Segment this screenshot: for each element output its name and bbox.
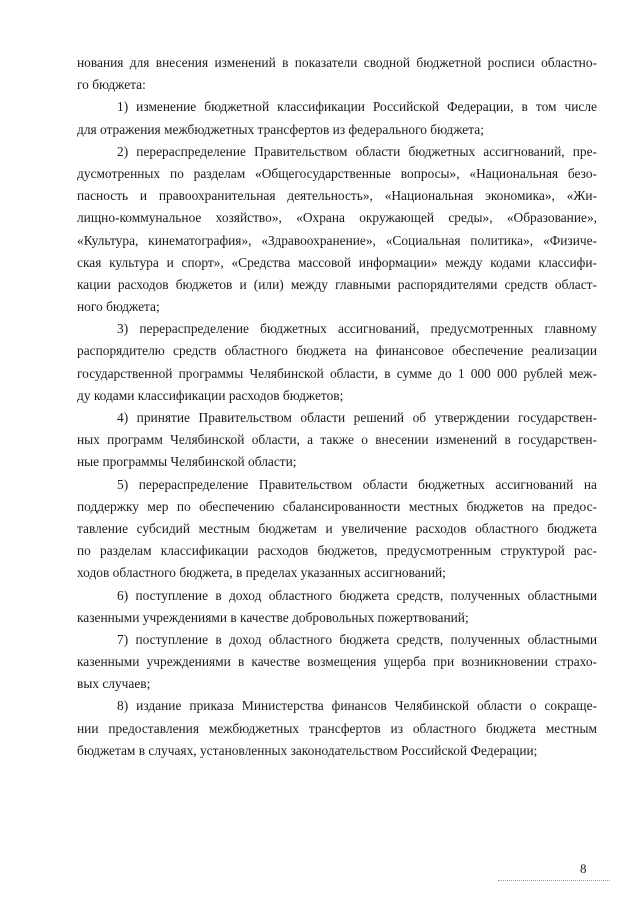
page-number: 8: [580, 861, 587, 876]
text-line: ного бюджета;: [77, 299, 160, 315]
text-line: казенными учреждениями в качестве добровольных пожертвований;: [77, 609, 469, 625]
body-text: [77, 52, 597, 762]
text-line: нии предоставления межбюджетных трансфертов из областного бюджета местным: [77, 720, 597, 736]
text-line: го бюджета:: [77, 77, 146, 93]
text-line: 3) перераспределение бюджетных ассигнований, предусмотренных главному: [117, 321, 597, 337]
text-line: 4) принятие Правительством области решений об утверждении государствен-: [117, 410, 597, 425]
text-line: бюджетам в случаях, установленных законодательством Российской Федерации;: [77, 742, 538, 758]
text-line: 8) издание приказа Министерства финансов Челябинской области о сокраще-: [117, 698, 597, 714]
text-line: 2) перераспределение Правительством области бюджетных ассигнований, пре-: [117, 143, 597, 159]
text-line: распорядителю средств областного бюджета на финансовое обеспечение реализации: [77, 343, 597, 359]
text-line: 6) поступление в доход областного бюджета средств, полученных областными: [117, 587, 597, 603]
text-line: 7) поступление в доход областного бюджета средств, полученных областными: [117, 631, 597, 647]
text-line: дусмотренных по разделам «Общегосударственные вопросы», «Национальная безо-: [77, 165, 597, 181]
text-line: казенными учреждениями в качестве возмещения ущерба при возникновении страхо-: [77, 654, 597, 670]
text-line: тавление субсидий местным бюджетам и увеличение расходов областного бюджета: [77, 520, 597, 536]
text-line: лищно-коммунальное хозяйство», «Охрана окружающей среды», «Образование»,: [77, 210, 597, 226]
text-line: поддержку мер по обеспечению сбалансированности местных бюджетов на предос-: [77, 498, 597, 514]
text-line: вых случаев;: [77, 676, 151, 692]
text-line: для отражения межбюджетных трансфертов из федерального бюджета;: [77, 121, 484, 137]
text-line: ных программ Челябинской области, а также о внесении изменений в государствен-: [77, 432, 597, 448]
text-line: «Культура, кинематография», «Здравоохранение», «Социальная политика», «Физиче-: [77, 232, 597, 248]
text-line: 5) перераспределение Правительством области бюджетных ассигнований на: [117, 476, 597, 492]
text-line: государственной программы Челябинской области, в сумме до 1 000 000 рублей меж-: [77, 365, 597, 381]
text-line: ская культура и спорт», «Средства массовой информации» между кодами классифи-: [77, 254, 597, 270]
text-line: ные программы Челябинской области;: [77, 454, 297, 470]
text-line: 1) изменение бюджетной классификации Российской Федерации, в том числе: [117, 99, 597, 115]
text-line: кации расходов бюджетов и (или) между главными распорядителями средств област-: [77, 276, 597, 292]
footer-rule: [498, 880, 610, 881]
text-line: по разделам классификации расходов бюджетов, предусмотренным структурой рас-: [77, 543, 597, 559]
text-line: пасность и правоохранительная деятельность», «Национальная экономика», «Жи-: [77, 188, 597, 204]
text-line: ходов областного бюджета, в пределах указанных ассигнований;: [77, 565, 446, 581]
text-line: нования для внесения изменений в показатели сводной бюджетной росписи областно-: [77, 55, 597, 70]
text-line: ду кодами классификации расходов бюджетов;: [77, 387, 344, 403]
